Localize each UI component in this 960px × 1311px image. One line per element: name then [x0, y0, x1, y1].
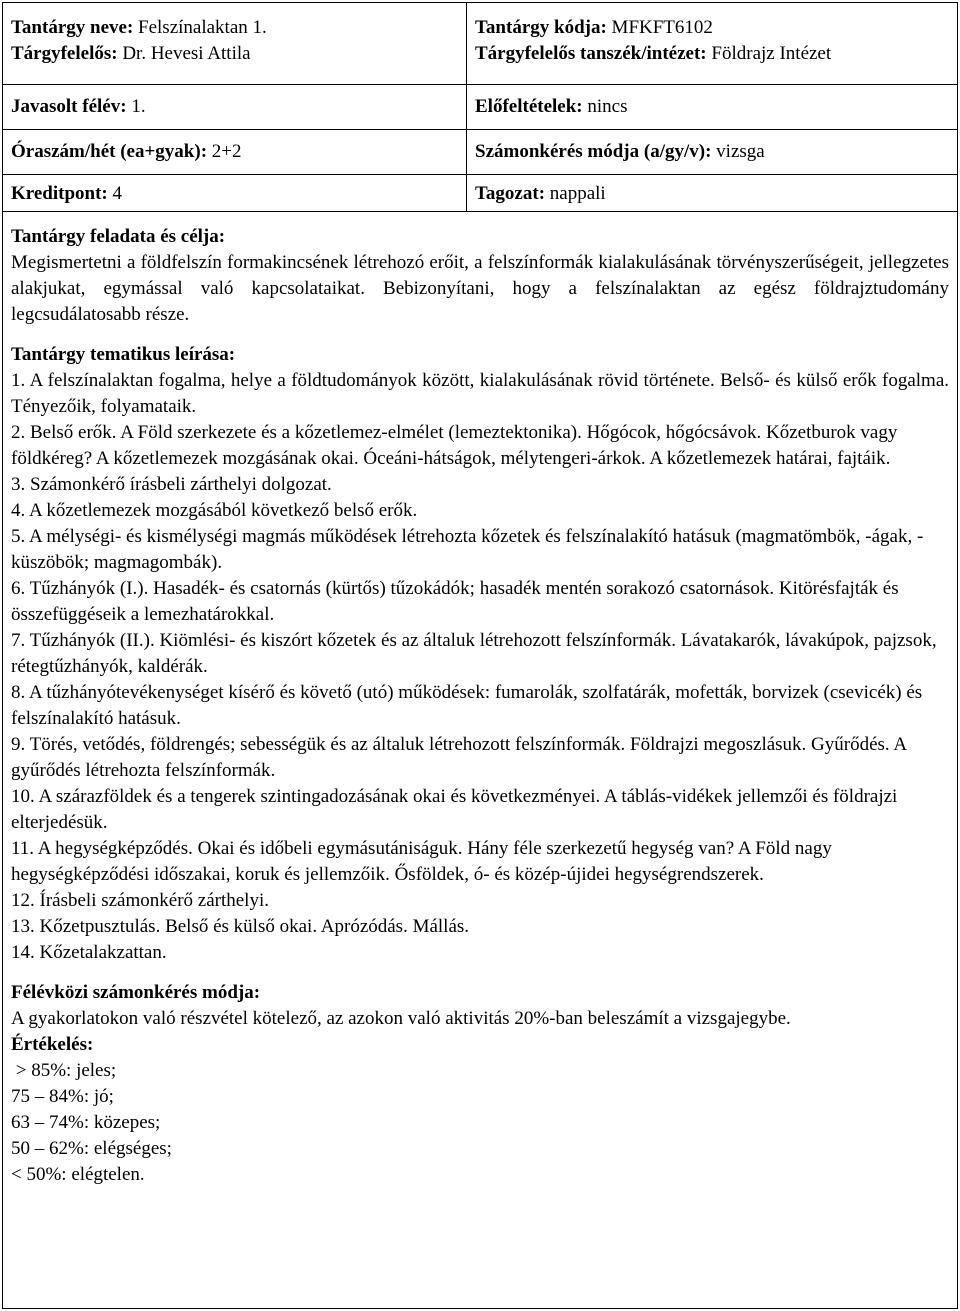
semester-cell	[3, 85, 466, 130]
prerequisites-value: nincs	[582, 96, 628, 117]
course-responsible-value: Dr. Hevesi Attila	[117, 43, 251, 64]
course-body	[3, 212, 957, 1188]
study-mode-value: nappali	[545, 183, 606, 204]
thematic-item: 4. A kőzetlemezek mozgásából következő belső erők.	[11, 500, 418, 521]
thematic-item: 6. Tűzhányók (I.). Hasadék- és csatornás (kürtős) tűzokádók; hasadék mentén sorakozó csatornások. Kitörésfajták és összefüggéseik a lemezhatárokkal.	[11, 578, 899, 625]
grading-item: > 85%: jeles;	[11, 1060, 117, 1081]
thematic-item: 12. Írásbeli számonkérő zárthelyi.	[11, 890, 269, 911]
course-code-label: Tantárgy kódja:	[475, 17, 607, 38]
exam-type-cell	[467, 130, 957, 175]
department-value: Földrajz Intézet	[706, 43, 832, 64]
course-name-label: Tantárgy neve:	[11, 17, 134, 38]
header-left-column	[3, 3, 467, 211]
course-header-table	[3, 3, 957, 212]
course-name-cell	[3, 3, 466, 85]
thematic-item: 5. A mélységi- és kismélységi magmás működések létrehozta kőzetek és felszínalakító hatásuk (magmatömbök, -ágak, -küszöbök; magmagombák).	[11, 526, 924, 573]
hours-cell	[3, 130, 466, 175]
department-label: Tárgyfelelős tanszék/intézet:	[475, 43, 707, 64]
exam-type-value: vizsga	[711, 141, 765, 162]
hours-value: 2+2	[207, 141, 242, 162]
grading-title: Értékelés:	[11, 1034, 94, 1055]
grading-item: 63 – 74%: közepes;	[11, 1112, 161, 1133]
semester-value: 1.	[126, 96, 146, 117]
goal-text: Megismertetni a földfelszín formakincsének létrehozó erőit, a felszínformák kialakulásának törvényszerűségeit, jellegzetes alakjukat, egymással való kapcsolataikat. Bebizonyítani, hogy a felszínalaktan az egész földrajztudomány legcsudálatosabb része.	[11, 252, 949, 325]
thematic-item: 8. A tűzhányótevékenységet kísérő és követő (utó) működések: fumarolák, szolfatárák, mofetták, borvizek (csevicék) és felszínalakító hatásuk.	[11, 682, 923, 729]
midterm-title: Félévközi számonkérés módja:	[11, 982, 261, 1003]
goal-title: Tantárgy feladata és célja:	[11, 226, 226, 247]
prerequisites-cell	[467, 85, 957, 130]
grading-item: < 50%: elégtelen.	[11, 1164, 145, 1185]
header-right-column	[467, 3, 957, 211]
document-page	[2, 2, 958, 1309]
thematic-title: Tantárgy tematikus leírása:	[11, 344, 236, 365]
thematic-item: 13. Kőzetpusztulás. Belső és külső okai. Aprózódás. Mállás.	[11, 916, 470, 937]
thematic-item: 9. Törés, vetődés, földrengés; sebességük és az általuk létrehozott felszínformák. Földrajzi megoszlásuk. Gyűrődés. A gyűrődés létrehozta felszínformák.	[11, 734, 907, 781]
prerequisites-label: Előfeltételek:	[475, 96, 583, 117]
course-code-value: MFKFT6102	[606, 17, 713, 38]
thematic-item: 11. A hegységképződés. Okai és időbeli egymásutániságuk. Hány féle szerkezetű hegység van? A Föld nagy hegységképződési időszakai, koruk és jellemzőik. Ősföldek, ó- és közép-újidei hegységrendszerek.	[11, 838, 832, 885]
hours-label: Óraszám/hét (ea+gyak):	[11, 141, 208, 162]
midterm-text: A gyakorlatokon való részvétel kötelező, az azokon való aktivitás 20%-ban beleszámít a vizsgajegybe.	[11, 1008, 791, 1029]
thematic-item: 1. A felszínalaktan fogalma, helye a földtudományok között, kialakulásának rövid története. Belső- és külső erők fogalma. Tényezőik, folyamataik.	[11, 370, 949, 417]
credits-label: Kreditpont:	[11, 183, 108, 204]
semester-label: Javasolt félév:	[11, 96, 127, 117]
course-name-value: Felszínalaktan 1.	[133, 17, 267, 38]
exam-type-label: Számonkérés módja (a/gy/v):	[475, 141, 712, 162]
grading-item: 50 – 62%: elégséges;	[11, 1138, 172, 1159]
thematic-item: 14. Kőzetalakzattan.	[11, 942, 167, 963]
credits-cell	[3, 175, 466, 210]
study-mode-cell	[467, 175, 957, 210]
grading-item: 75 – 84%: jó;	[11, 1086, 114, 1107]
credits-value: 4	[107, 183, 123, 204]
thematic-item: 7. Tűzhányók (II.). Kiömlési- és kiszórt kőzetek és az általuk létrehozott felszínformák. Lávatakarók, lávakúpok, pajzsok, rétegtűzhányók, kaldérák.	[11, 630, 937, 677]
study-mode-label: Tagozat:	[475, 183, 546, 204]
thematic-item: 10. A szárazföldek és a tengerek szintingadozásának okai és következményei. A táblás-vidékek jellemzői és földrajzi elterjedésük.	[11, 786, 898, 833]
course-responsible-label: Tárgyfelelős:	[11, 43, 118, 64]
course-code-cell	[467, 3, 957, 85]
thematic-item: 2. Belső erők. A Föld szerkezete és a kőzetlemez-elmélet (lemeztektonika). Hőgócok, hőgócsávok. Kőzetburok vagy földkéreg? A kőzetlemezek mozgásának okai. Óceáni-hátságok, mélytengeri-árkok. A kőzetlemezek határai, fajtáik.	[11, 422, 898, 469]
thematic-item: 3. Számonkérő írásbeli zárthelyi dolgozat.	[11, 474, 332, 495]
